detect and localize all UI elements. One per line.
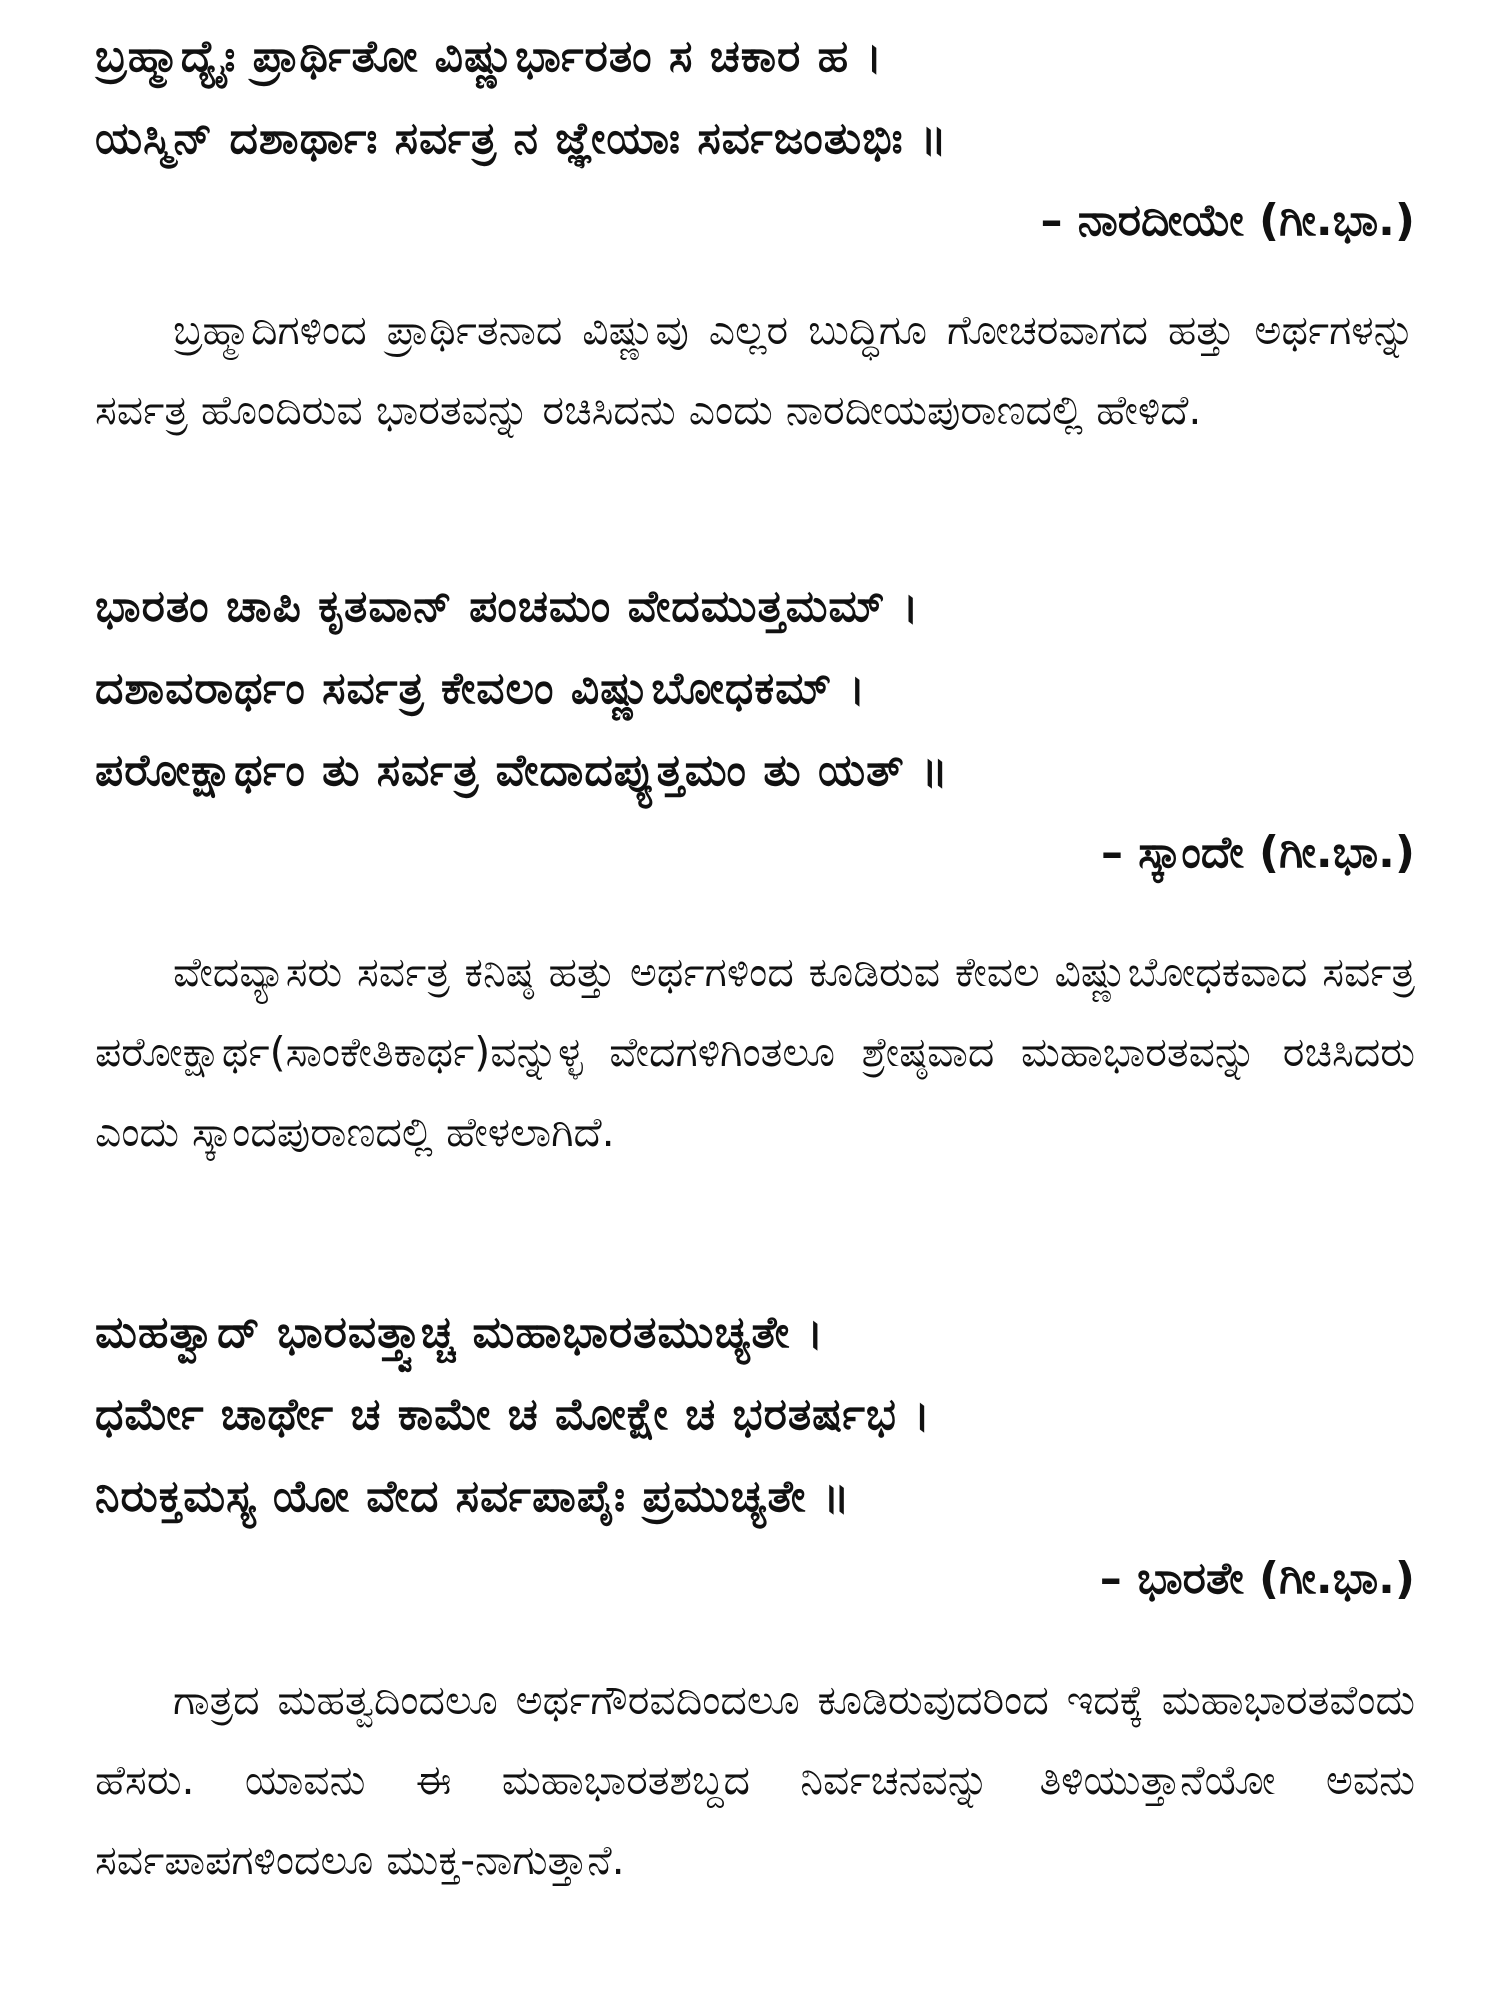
verse-line: ಬ್ರಹ್ಮಾದ್ಯೈಃ ಪ್ರಾರ್ಥಿತೋ ವಿಷ್ಣುರ್ಭಾರತಂ ಸ ಚಕಾರ ಹ ।: [95, 31, 884, 82]
verse-line: ಯಸ್ಮಿನ್ ದಶಾರ್ಥಾಃ ಸರ್ವತ್ರ ನ ಜ್ಞೇಯಾಃ ಸರ್ವಜಂತುಭಿಃ ॥: [95, 113, 948, 164]
verse-source: – ಸ್ಕಾಂದೇ (ಗೀ.ಭಾ.): [1100, 827, 1415, 878]
commentary-paragraph: ವೇದವ್ಯಾಸರು ಸರ್ವತ್ರ ಕನಿಷ್ಠ ಹತ್ತು ಅರ್ಥಗಳಿಂದ ಕೂಡಿರುವ ಕೇವಲ ವಿಷ್ಣುಬೋಧಕವಾದ ಸರ್ವತ್ರ ಪರೋಕ್ಷಾರ್ಥ(ಸಾಂಕೇತಿಕಾರ್ಥ)ವನ್ನುಳ್ಳ ವೇದಗಳಿಗಿಂತಲೂ ಶ್ರೇಷ್ಠವಾದ ಮಹಾಭಾರತವನ್ನು ರಚಿಸಿದರು ಎಂದು ಸ್ಕಾಂದಪುರಾಣದಲ್ಲಿ ಹೇಳಲಾಗಿದೆ.: [95, 948, 1415, 1156]
verse-source: – ನಾರದೀಯೇ (ಗೀ.ಭಾ.): [1040, 195, 1415, 246]
verse-block-skanda: [95, 566, 1415, 894]
verse-source: – ಭಾರತೇ (ಗೀ.ಭಾ.): [1099, 1553, 1415, 1604]
commentary-paragraph: ಗಾತ್ರದ ಮಹತ್ವದಿಂದಲೂ ಅರ್ಥಗೌರವದಿಂದಲೂ ಕೂಡಿರುವುದರಿಂದ ಇದಕ್ಕೆ ಮಹಾಭಾರತವೆಂದು ಹೆಸರು. ಯಾವನು ಈ ಮಹಾಭಾರತಶಬ್ದದ ನಿರ್ವಚನವನ್ನು ತಿಳಿಯುತ್ತಾನೆಯೋ ಅವನು ಸರ್ವಪಾಪಗಳಿಂದಲೂ ಮುಕ್ತ-ನಾಗುತ್ತಾನೆ.: [95, 1676, 1415, 1884]
document-page: [95, 0, 1415, 2000]
verse-line: ಧರ್ಮೇ ಚಾರ್ಥೇ ಚ ಕಾಮೇ ಚ ಮೋಕ್ಷೇ ಚ ಭರತರ್ಷಭ ।: [95, 1389, 931, 1440]
verse-block-naradiya: [95, 16, 1415, 262]
verse-line: ದಶಾವರಾರ್ಥಂ ಸರ್ವತ್ರ ಕೇವಲಂ ವಿಷ್ಣುಬೋಧಕಮ್ ।: [95, 663, 867, 714]
verse-line: ಪರೋಕ್ಷಾರ್ಥಂ ತು ಸರ್ವತ್ರ ವೇದಾದಪ್ಯುತ್ತಮಂ ತು ಯತ್ ॥: [95, 745, 949, 796]
verse-line: ನಿರುಕ್ತಮಸ್ಯ ಯೋ ವೇದ ಸರ್ವಪಾಪೈಃ ಪ್ರಮುಚ್ಯತೇ ॥: [95, 1471, 851, 1522]
commentary-paragraph: ಬ್ರಹ್ಮಾದಿಗಳಿಂದ ಪ್ರಾರ್ಥಿತನಾದ ವಿಷ್ಣುವು ಎಲ್ಲರ ಬುದ್ಧಿಗೂ ಗೋಚರವಾಗದ ಹತ್ತು ಅರ್ಥಗಳನ್ನು ಸರ್ವತ್ರ ಹೊಂದಿರುವ ಭಾರತವನ್ನು ರಚಿಸಿದನು ಎಂದು ನಾರದೀಯಪುರಾಣದಲ್ಲಿ ಹೇಳಿದೆ.: [95, 306, 1415, 434]
verse-block-bharata: [95, 1292, 1415, 1620]
verse-line: ಮಹತ್ವಾದ್ ಭಾರವತ್ತ್ವಾಚ್ಚ ಮಹಾಭಾರತಮುಚ್ಯತೇ ।: [95, 1307, 825, 1358]
verse-line: ಭಾರತಂ ಚಾಪಿ ಕೃತವಾನ್ ಪಂಚಮಂ ವೇದಮುತ್ತಮಮ್ ।: [95, 581, 920, 632]
